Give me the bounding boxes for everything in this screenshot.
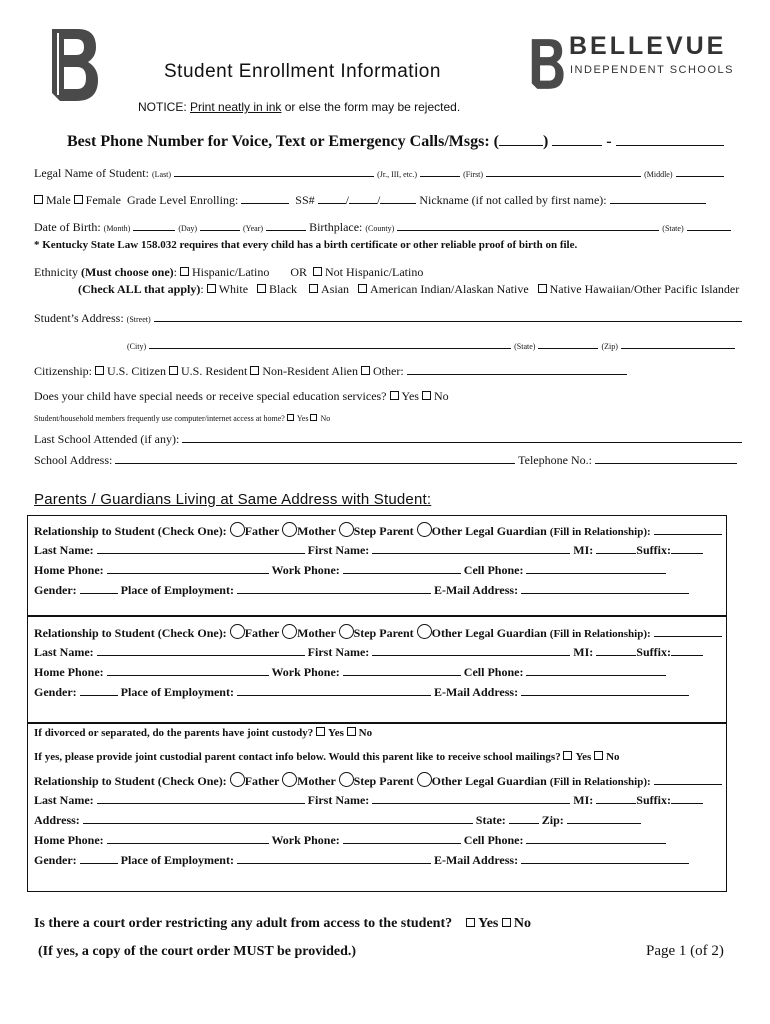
internet-yes-checkbox[interactable] <box>287 414 294 421</box>
guardian2-cell-phone-field[interactable] <box>526 664 666 676</box>
joint-custody-yes: Yes <box>328 727 344 739</box>
relationship-label: Relationship to Student (Check One): <box>34 626 227 640</box>
guardian2-step-parent-radio[interactable] <box>339 624 354 639</box>
ssn-label: SS# <box>295 193 315 207</box>
mi-label: MI: <box>573 645 594 659</box>
form-title: Student Enrollment Information <box>164 61 441 82</box>
guardian3-zip-label: Zip: <box>541 813 564 827</box>
guardian1-employment-field[interactable] <box>237 582 431 594</box>
nickname-field[interactable] <box>610 192 706 204</box>
guardian1-first-name-field[interactable] <box>372 542 570 554</box>
address-label: Student’s Address: <box>34 311 124 325</box>
other-guardian-label: Other Legal Guardian <box>431 626 547 640</box>
gender-label: Gender: <box>34 685 77 699</box>
last-name-label: Last Name: <box>34 645 94 659</box>
guardian2-last-name-field[interactable] <box>97 644 305 656</box>
email-label: E-Mail Address: <box>433 685 519 699</box>
other-guardian-label: Other Legal Guardian <box>431 774 547 788</box>
race-checkbox-pacific[interactable] <box>538 284 547 293</box>
male-checkbox[interactable] <box>34 195 43 204</box>
court-order-no: No <box>513 916 531 931</box>
court-note: (If yes, a copy of the court order MUST be provided.) <box>38 944 357 959</box>
us-citizen-checkbox[interactable] <box>95 366 104 375</box>
race-native-american: American Indian/Alaskan Native <box>370 282 529 296</box>
non-resident-checkbox[interactable] <box>250 366 259 375</box>
special-needs-no-checkbox[interactable] <box>422 391 431 400</box>
ethnicity-label: Ethnicity <box>34 265 78 279</box>
mi-label: MI: <box>573 543 594 557</box>
gender-row: Male Female Grade Level Enrolling: SS# / / Nickname (if not called by first name): <box>34 192 706 208</box>
email-label: E-Mail Address: <box>433 583 519 597</box>
email-label: E-Mail Address: <box>433 853 519 867</box>
guardian2-relationship-field[interactable] <box>654 625 722 637</box>
relationship-label: Relationship to Student (Check One): <box>34 774 227 788</box>
guardian3-employment-row <box>34 852 689 868</box>
citizenship-label: Citizenship: <box>34 364 92 378</box>
us-resident-checkbox[interactable] <box>169 366 178 375</box>
suffix-label: Suffix: <box>636 645 671 659</box>
phone-label: Best Phone Number for Voice, Text or Emergency Calls/Msgs: <box>67 133 490 150</box>
first-name-label: First Name: <box>307 793 370 807</box>
telephone-field[interactable] <box>595 452 737 464</box>
cell-phone-label: Cell Phone: <box>463 665 524 679</box>
guardian2-home-phone-field[interactable] <box>107 664 269 676</box>
other-citizenship-checkbox[interactable] <box>361 366 370 375</box>
gender-label: Gender: <box>34 853 77 867</box>
check-all-label: (Check ALL that apply) <box>78 282 201 296</box>
guardian2-father-radio[interactable] <box>230 624 245 639</box>
last-school-label: Last School Attended (if any): <box>34 432 180 446</box>
page-number: Page 1 (of 2) <box>646 943 724 959</box>
guardian3-address-row <box>34 812 641 828</box>
race-checkbox-black[interactable] <box>257 284 266 293</box>
telephone-label: Telephone No.: <box>518 453 592 467</box>
guardian1-father-radio[interactable] <box>230 522 245 537</box>
mi-label: MI: <box>573 793 594 807</box>
employment-label: Place of Employment: <box>120 853 234 867</box>
ssn-field-3[interactable] <box>380 192 416 204</box>
birth-state-field[interactable] <box>687 219 731 231</box>
female-checkbox[interactable] <box>74 195 83 204</box>
dob-row <box>34 219 731 235</box>
internet-row <box>34 414 330 423</box>
guardian3-suffix-field[interactable] <box>671 792 703 804</box>
day-label: (Day) <box>178 224 197 233</box>
father-label: Father <box>244 524 280 538</box>
last-name-label: Last Name: <box>34 543 94 557</box>
guardian2-first-name-field[interactable] <box>372 644 570 656</box>
guardian2-mother-radio[interactable] <box>282 624 297 639</box>
guardian1-work-phone-field[interactable] <box>343 562 461 574</box>
ssn-field-2[interactable] <box>349 192 377 204</box>
school-address-label: School Address: <box>34 453 113 467</box>
first-label: (First) <box>463 170 484 179</box>
last-label: (Last) <box>151 170 172 179</box>
guardian3-state-label: State: <box>475 813 506 827</box>
guardian3-home-phone-field[interactable] <box>107 832 269 844</box>
birth-state-label: (State) <box>662 224 684 233</box>
special-needs-yes-checkbox[interactable] <box>390 391 399 400</box>
notice <box>138 100 460 114</box>
mailings-yes: Yes <box>575 751 592 763</box>
internet-yes: Yes <box>296 414 309 423</box>
guardian3-employment-field[interactable] <box>237 852 431 864</box>
home-phone-label: Home Phone: <box>34 833 104 847</box>
mailings-no-checkbox[interactable] <box>594 751 603 760</box>
mother-label: Mother <box>297 774 336 788</box>
zip-label: (Zip) <box>601 342 618 351</box>
guardian3-step-parent-radio[interactable] <box>339 772 354 787</box>
home-phone-label: Home Phone: <box>34 665 104 679</box>
notice-link: Print neatly in ink <box>190 100 282 114</box>
not-hispanic-checkbox[interactable] <box>313 267 322 276</box>
guardian2-employment-row <box>34 684 689 700</box>
street-field[interactable] <box>154 310 742 322</box>
zip-field[interactable] <box>621 337 735 349</box>
mother-label: Mother <box>297 626 336 640</box>
ethnicity-row: Ethnicity (Must choose one): Hispanic/Latino OR Not Hispanic/Latino <box>34 265 424 279</box>
phone-row <box>67 131 724 151</box>
guardian3-father-radio[interactable] <box>230 772 245 787</box>
relationship-label: Relationship to Student (Check One): <box>34 524 227 538</box>
guardian3-work-phone-field[interactable] <box>343 832 461 844</box>
race-checkbox-asian[interactable] <box>309 284 318 293</box>
race-checkbox-white[interactable] <box>207 284 216 293</box>
special-needs-yes: Yes <box>401 389 419 403</box>
phone-input[interactable]: ( ) - <box>494 133 724 150</box>
guardian1-last-name-field[interactable] <box>97 542 305 554</box>
us-citizen-label: U.S. Citizen <box>107 364 166 378</box>
suffix-label: Suffix: <box>636 543 671 557</box>
guardian2-email-field[interactable] <box>521 684 689 696</box>
guardian2-employment-field[interactable] <box>237 684 431 696</box>
legal-name-label: Legal Name of Student: <box>34 166 149 180</box>
guardian2-name-row <box>34 644 703 660</box>
address-state-label: (State) <box>514 342 536 351</box>
guardian1-email-field[interactable] <box>521 582 689 594</box>
guardian1-gender-field[interactable] <box>80 582 118 594</box>
guardian1-cell-phone-field[interactable] <box>526 562 666 574</box>
street-label: (Street) <box>126 315 151 324</box>
mother-label: Mother <box>297 524 336 538</box>
guardian3-phone-row <box>34 832 666 848</box>
us-resident-label: U.S. Resident <box>181 364 248 378</box>
jr-label: (Jr., III, etc.) <box>377 170 418 179</box>
race-checkbox-native-american[interactable] <box>358 284 367 293</box>
guardian1-suffix-field[interactable] <box>671 542 703 554</box>
or-label: OR <box>290 265 307 279</box>
guardian2-mi-field[interactable] <box>596 644 636 656</box>
guardian2-other-radio[interactable] <box>417 624 432 639</box>
employment-label: Place of Employment: <box>120 583 234 597</box>
address-state-field[interactable] <box>538 337 598 349</box>
grade-field[interactable] <box>241 192 289 204</box>
work-phone-label: Work Phone: <box>271 833 340 847</box>
not-hispanic-label: Not Hispanic/Latino <box>325 265 424 279</box>
guardian1-relationship-row <box>34 522 722 539</box>
guardian1-phone-row <box>34 562 666 578</box>
father-label: Father <box>244 626 280 640</box>
school-address-row <box>34 452 737 468</box>
fill-in-label: (Fill in Relationship): <box>549 526 651 538</box>
court-order-no-checkbox[interactable] <box>502 918 511 927</box>
joint-custody-row <box>34 727 372 739</box>
other-guardian-label: Other Legal Guardian <box>431 524 547 538</box>
first-name-field[interactable] <box>486 165 641 177</box>
special-needs-no: No <box>433 389 449 403</box>
guardian3-email-field[interactable] <box>521 852 689 864</box>
joint-info-label: If yes, please provide joint custodial parent contact info below. Would this parent like to receive school mailings? <box>34 751 561 763</box>
nickname-label: Nickname (if not called by first name): <box>419 193 607 207</box>
guardian3-address-label: Address: <box>34 813 80 827</box>
ssn-field-1[interactable] <box>318 192 346 204</box>
court-order-yes: Yes <box>478 916 499 931</box>
address-row <box>34 310 742 326</box>
step-parent-label: Step Parent <box>353 626 414 640</box>
step-parent-label: Step Parent <box>353 774 414 788</box>
month-field[interactable] <box>133 219 175 231</box>
last-name-label: Last Name: <box>34 793 94 807</box>
mailings-row <box>34 751 620 763</box>
year-label: (Year) <box>242 224 264 233</box>
guardian3-gender-field[interactable] <box>80 852 118 864</box>
month-label: (Month) <box>103 224 131 233</box>
guardian2-phone-row <box>34 664 666 680</box>
guardian2-relationship-row <box>34 624 722 641</box>
internet-no: No <box>320 414 331 423</box>
legal-name-row <box>34 165 724 181</box>
guardian3-address-field[interactable] <box>83 812 473 824</box>
joint-custody-yes-checkbox[interactable] <box>316 727 325 736</box>
joint-custody-no-checkbox[interactable] <box>347 727 356 736</box>
school-address-field[interactable] <box>115 452 515 464</box>
notice-prefix: NOTICE: <box>138 100 191 114</box>
special-needs-label: Does your child have special needs or receive special education services? <box>34 389 387 403</box>
dob-label: Date of Birth: <box>34 220 101 234</box>
special-needs-row <box>34 389 449 404</box>
race-white: White <box>218 282 249 296</box>
city-label: (City) <box>127 342 147 351</box>
court-order-yes-checkbox[interactable] <box>466 918 475 927</box>
day-field[interactable] <box>200 219 240 231</box>
court-order-row <box>34 916 531 932</box>
guardian3-name-row <box>34 792 703 808</box>
guardian2-work-phone-field[interactable] <box>343 664 461 676</box>
divorced-label: If divorced or separated, do the parents have joint custody? <box>34 727 314 739</box>
cell-phone-label: Cell Phone: <box>463 833 524 847</box>
city-field[interactable] <box>149 337 511 349</box>
gender-label: Gender: <box>34 583 77 597</box>
city-row <box>127 337 735 353</box>
race-black: Black <box>269 282 298 296</box>
suffix-field[interactable] <box>420 165 460 177</box>
guardian3-first-name-field[interactable] <box>372 792 570 804</box>
guardian1-name-row <box>34 542 703 558</box>
father-label: Father <box>244 774 280 788</box>
fill-in-label: (Fill in Relationship): <box>549 776 651 788</box>
guardian3-other-radio[interactable] <box>417 772 432 787</box>
guardian3-mi-field[interactable] <box>596 792 636 804</box>
first-name-label: First Name: <box>307 543 370 557</box>
guardian3-mother-radio[interactable] <box>282 772 297 787</box>
suffix-label: Suffix: <box>636 793 671 807</box>
citizenship-row <box>34 363 627 379</box>
race-asian: Asian <box>321 282 350 296</box>
step-parent-label: Step Parent <box>353 524 414 538</box>
district-logo-right <box>529 30 565 103</box>
guardian3-relationship-field[interactable] <box>654 773 722 785</box>
last-name-field[interactable] <box>174 165 374 177</box>
hispanic-checkbox[interactable] <box>180 267 189 276</box>
guardian1-other-radio[interactable] <box>417 522 432 537</box>
internet-label: Student/household members frequently use computer/internet access at home? <box>34 414 285 423</box>
grade-label: Grade Level Enrolling: <box>126 193 239 207</box>
other-citizenship-label: Other: <box>373 364 404 378</box>
brand-subtitle: INDEPENDENT SCHOOLS <box>570 64 734 76</box>
county-field[interactable] <box>397 219 659 231</box>
mailings-no: No <box>606 751 620 763</box>
guardian3-last-name-field[interactable] <box>97 792 305 804</box>
mailings-yes-checkbox[interactable] <box>563 751 572 760</box>
guardian1-employment-row <box>34 582 689 598</box>
last-school-row <box>34 431 742 447</box>
employment-label: Place of Employment: <box>120 685 234 699</box>
guardian1-step-parent-radio[interactable] <box>339 522 354 537</box>
middle-name-field[interactable] <box>676 165 724 177</box>
notice-suffix: or else the form may be rejected. <box>281 100 461 114</box>
middle-label: (Middle) <box>644 170 673 179</box>
internet-no-checkbox[interactable] <box>310 414 317 421</box>
last-school-field[interactable] <box>182 431 742 443</box>
guardian3-zip-field[interactable] <box>567 812 641 824</box>
birthplace-label: Birthplace: <box>309 220 363 234</box>
law-note: * Kentucky State Law 158.032 requires that every child has a birth certificate or other reliable proof of birth on file. <box>34 239 578 251</box>
guardian1-home-phone-field[interactable] <box>107 562 269 574</box>
county-label: (County) <box>365 224 395 233</box>
fill-in-label: (Fill in Relationship): <box>549 628 651 640</box>
other-citizenship-field[interactable] <box>407 363 627 375</box>
court-order-label: Is there a court order restricting any adult from access to the student? <box>34 916 453 931</box>
female-label: Female <box>85 193 121 207</box>
hispanic-label: Hispanic/Latino <box>192 265 270 279</box>
guardian2-gender-field[interactable] <box>80 684 118 696</box>
guardian3-cell-phone-field[interactable] <box>526 832 666 844</box>
non-resident-label: Non-Resident Alien <box>262 364 358 378</box>
guardian3-state-field[interactable] <box>509 812 539 824</box>
brand-name: BELLEVUE <box>569 32 727 60</box>
year-field[interactable] <box>266 219 306 231</box>
joint-custody-no: No <box>358 727 373 739</box>
district-logo-left <box>48 25 100 110</box>
must-choose-label: (Must choose one) <box>81 265 174 279</box>
guardian1-mother-radio[interactable] <box>282 522 297 537</box>
race-pacific-islander: Native Hawaiian/Other Pacific Islander <box>549 282 740 296</box>
male-label: Male <box>46 193 71 207</box>
guardian1-relationship-field[interactable] <box>654 523 722 535</box>
guardian3-relationship-row <box>34 772 722 789</box>
work-phone-label: Work Phone: <box>271 665 340 679</box>
home-phone-label: Home Phone: <box>34 563 104 577</box>
first-name-label: First Name: <box>307 645 370 659</box>
cell-phone-label: Cell Phone: <box>463 563 524 577</box>
parents-heading: Parents / Guardians Living at Same Address with Student: <box>34 491 432 508</box>
work-phone-label: Work Phone: <box>271 563 340 577</box>
guardian1-mi-field[interactable] <box>596 542 636 554</box>
race-row: (Check ALL that apply): White Black Asian American Indian/Alaskan Native Native Hawaiian/Other Pacific Islander <box>78 282 740 296</box>
guardian2-suffix-field[interactable] <box>671 644 703 656</box>
